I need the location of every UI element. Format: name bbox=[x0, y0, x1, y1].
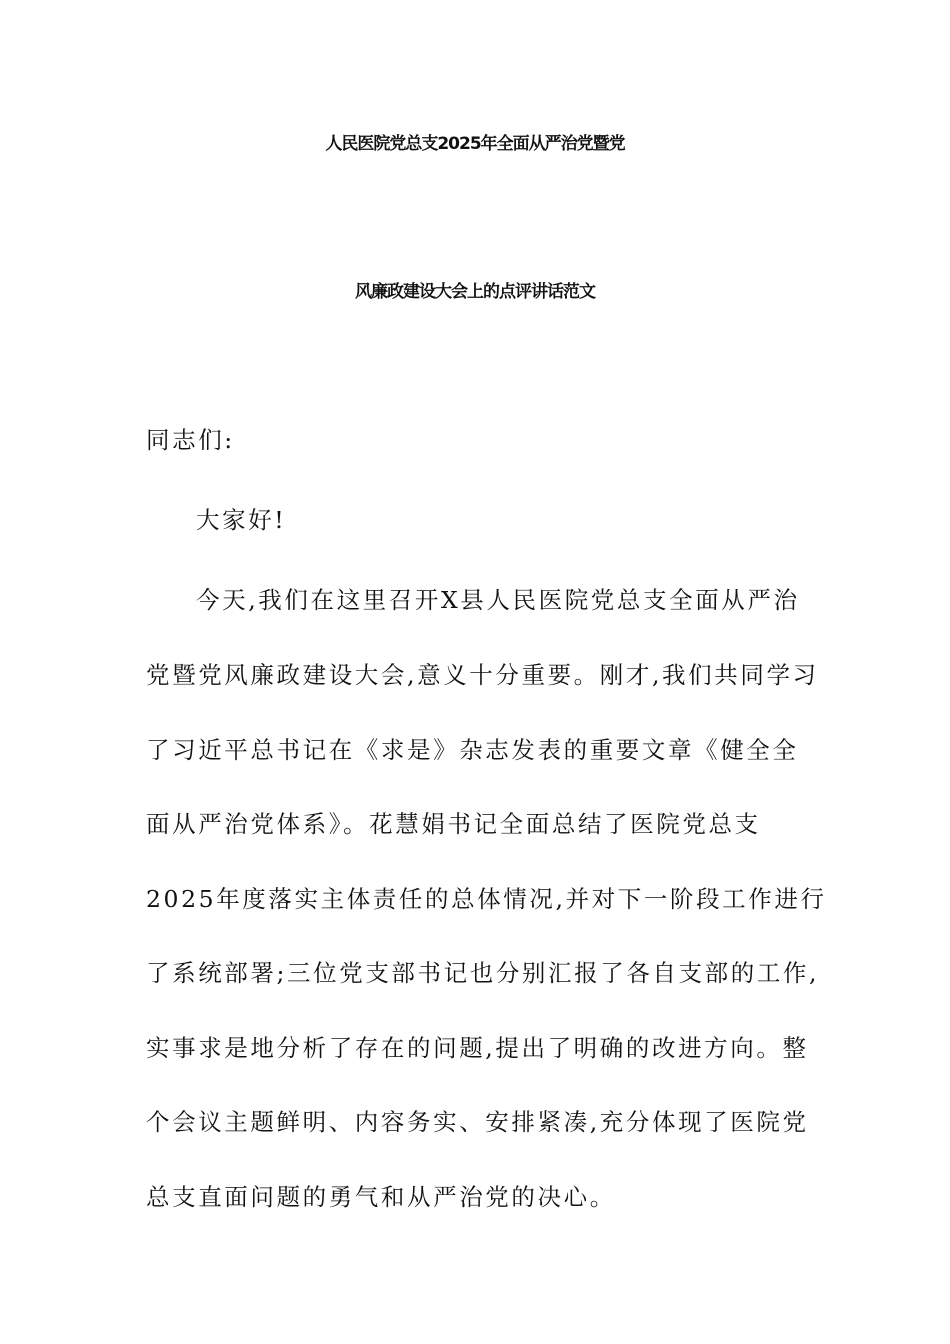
paragraph-line: 总支直面问题的勇气和从严治党的决心。 bbox=[146, 1183, 616, 1211]
paragraph-line: 了系统部署;三位党支部书记也分别汇报了各自支部的工作, bbox=[146, 959, 820, 987]
paragraph-line: 党暨党风廉政建设大会,意义十分重要。刚才,我们共同学习 bbox=[146, 661, 819, 689]
document-title-line-2: 风廉政建设大会上的点评讲话范文 bbox=[355, 282, 595, 302]
salutation: 同志们: bbox=[146, 426, 235, 454]
paragraph-line: 了习近平总书记在《求是》杂志发表的重要文章《健全全 bbox=[146, 736, 799, 764]
paragraph-line: 实事求是地分析了存在的问题,提出了明确的改进方向。整 bbox=[146, 1034, 809, 1062]
document-title-line-1: 人民医院党总支2025年全面从严治党暨党 bbox=[325, 134, 625, 154]
greeting: 大家好! bbox=[196, 506, 287, 534]
paragraph-line: 2025年度落实主体责任的总体情况,并对下一阶段工作进行 bbox=[146, 885, 827, 913]
paragraph-line: 个会议主题鲜明、内容务实、安排紧凑,充分体现了医院党 bbox=[146, 1108, 809, 1136]
paragraph-line: 今天,我们在这里召开X县人民医院党总支全面从严治 bbox=[196, 586, 800, 614]
paragraph-line: 面从严治党体系》。花慧娟书记全面总结了医院党总支 bbox=[146, 810, 761, 838]
